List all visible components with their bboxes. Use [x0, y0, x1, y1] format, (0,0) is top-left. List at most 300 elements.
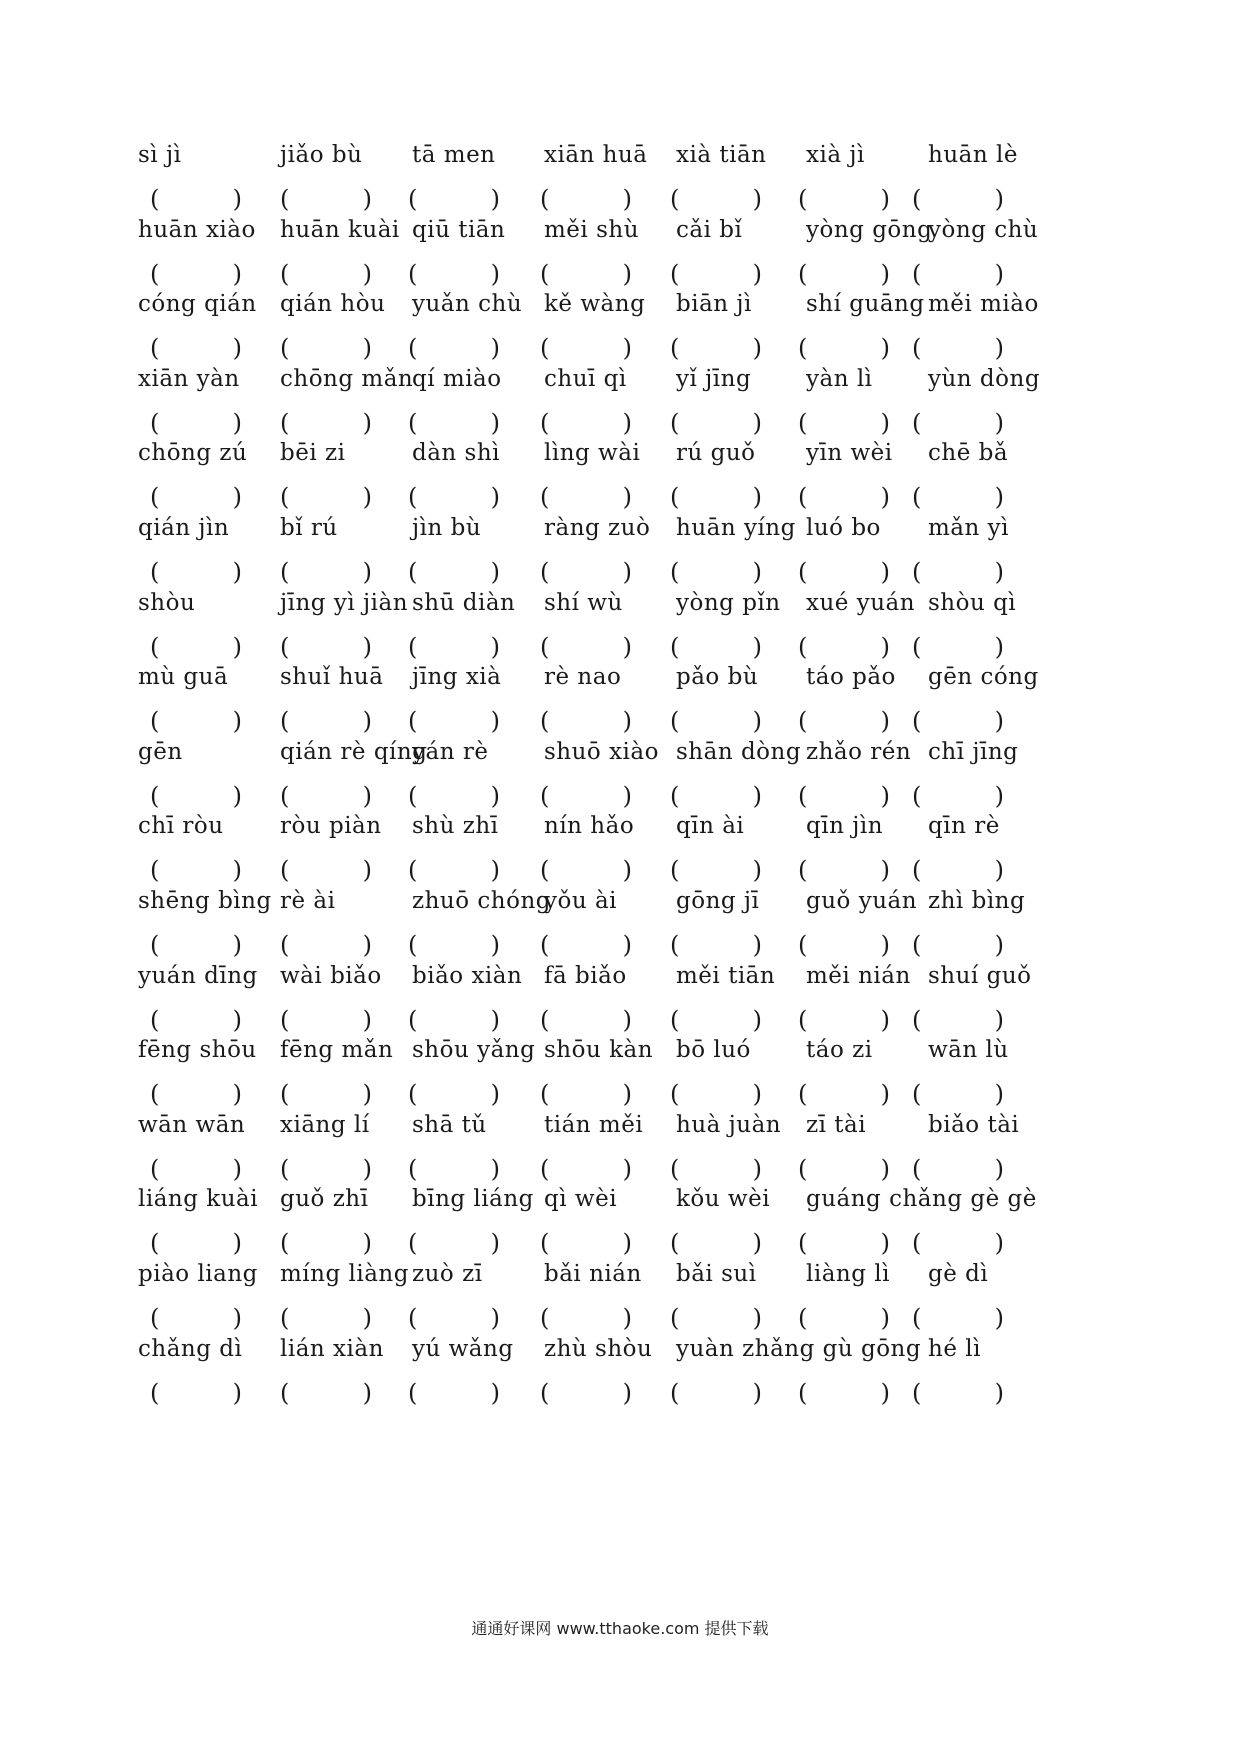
close-paren: ) [994, 558, 1004, 586]
answer-blank[interactable] [132, 182, 250, 218]
answer-blank[interactable] [132, 630, 250, 666]
answer-blank[interactable] [262, 1226, 380, 1262]
answer-blank[interactable] [780, 779, 898, 815]
answer-blank[interactable] [522, 704, 640, 740]
open-paren: ( [670, 856, 680, 885]
close-paren: ) [994, 856, 1004, 885]
answer-blank[interactable] [780, 1077, 898, 1113]
answer-blank[interactable] [652, 555, 770, 591]
pinyin-word: shuǐ huā [280, 664, 384, 691]
open-paren: ( [670, 483, 680, 512]
open-paren: ( [540, 1005, 550, 1034]
answer-blank[interactable] [780, 1152, 898, 1188]
answer-blank[interactable] [652, 331, 770, 367]
answer-blank[interactable] [522, 480, 640, 516]
open-paren: ( [280, 1304, 290, 1332]
close-paren: ) [752, 185, 762, 213]
open-paren: ( [540, 931, 550, 959]
close-paren: ) [232, 185, 242, 213]
open-paren: ( [408, 185, 418, 213]
pinyin-word: shōu yǎng [412, 1037, 536, 1064]
answer-blank[interactable] [262, 480, 380, 516]
pinyin-word: gōng jī [676, 888, 760, 914]
pinyin-row [138, 216, 1110, 257]
close-paren: ) [752, 931, 762, 959]
answer-blank[interactable] [132, 704, 250, 740]
answer-blank[interactable] [132, 1226, 250, 1262]
close-paren: ) [622, 1005, 632, 1034]
close-paren: ) [994, 632, 1004, 661]
pinyin-word: xiān yàn [138, 365, 240, 392]
open-paren: ( [912, 1378, 922, 1407]
answer-blank[interactable] [522, 331, 640, 367]
answer-blank[interactable] [262, 331, 380, 367]
pinyin-word: xué yuán [806, 589, 916, 616]
pinyin-word: mǎn yì [928, 515, 1009, 541]
answer-blank[interactable] [894, 704, 1012, 740]
pinyin-word: chōng zú [138, 440, 248, 467]
answer-blank[interactable] [894, 779, 1012, 815]
pinyin-word: yòng chù [928, 216, 1039, 243]
close-paren: ) [880, 259, 890, 288]
answer-blank[interactable] [262, 1301, 380, 1337]
exercise-row [138, 515, 1110, 595]
open-paren: ( [540, 632, 550, 661]
answer-blank[interactable] [262, 779, 380, 815]
pinyin-word: shān dòng [676, 738, 802, 765]
close-paren: ) [362, 1154, 372, 1183]
answer-blank[interactable] [894, 1077, 1012, 1113]
answer-blank[interactable] [894, 480, 1012, 516]
answer-blank[interactable] [894, 257, 1012, 293]
answer-blank[interactable] [390, 480, 508, 516]
pinyin-word: luó bo [806, 515, 881, 541]
answer-blank[interactable] [652, 1152, 770, 1188]
pinyin-word: táo pǎo [806, 664, 896, 691]
pinyin-word: qì wèi [544, 1186, 618, 1213]
pinyin-word: fā biǎo [544, 962, 627, 989]
pinyin-word: sì jì [138, 142, 182, 168]
pinyin-word: gēn cóng [928, 664, 1039, 691]
answer-blank[interactable] [522, 779, 640, 815]
pinyin-word: yīn wèi [806, 440, 893, 467]
close-paren: ) [994, 408, 1004, 437]
close-paren: ) [622, 185, 632, 213]
exercise-row [138, 1186, 1110, 1266]
answer-blank[interactable] [132, 1077, 250, 1113]
exercise-row [138, 216, 1110, 297]
answer-blank[interactable] [390, 630, 508, 666]
close-paren: ) [622, 1154, 632, 1183]
answer-blank[interactable] [652, 1226, 770, 1262]
answer-blank[interactable] [652, 853, 770, 889]
pinyin-word: bǎi nián [544, 1261, 642, 1287]
answer-blank[interactable] [522, 1376, 640, 1412]
answer-blank[interactable] [262, 1376, 380, 1412]
pinyin-row [138, 664, 1110, 704]
close-paren: ) [490, 632, 500, 661]
answer-blank[interactable] [522, 853, 640, 889]
pinyin-word: yuǎn chù [412, 291, 523, 318]
close-paren: ) [880, 185, 890, 213]
pinyin-word: shòu qì [928, 589, 1017, 616]
answer-blank[interactable] [652, 1003, 770, 1039]
exercise-row [138, 1335, 1110, 1416]
answer-blank[interactable] [132, 257, 250, 293]
pinyin-word: bō luó [676, 1037, 751, 1064]
close-paren: ) [752, 1378, 762, 1407]
open-paren: ( [150, 1304, 160, 1332]
open-paren: ( [670, 1378, 680, 1407]
answer-blank[interactable] [652, 182, 770, 218]
open-paren: ( [798, 1304, 808, 1332]
open-paren: ( [540, 185, 550, 213]
pinyin-word: gēn [138, 738, 183, 765]
answer-blank[interactable] [390, 182, 508, 218]
pinyin-row [138, 1261, 1110, 1301]
exercise-row [138, 962, 1110, 1043]
close-paren: ) [622, 259, 632, 288]
answer-blank[interactable] [132, 406, 250, 442]
close-paren: ) [362, 632, 372, 661]
open-paren: ( [150, 931, 160, 959]
pinyin-word: chǎng dì [138, 1335, 243, 1362]
pinyin-word: zuò zī [412, 1261, 483, 1287]
pinyin-word: yuán dīng [138, 962, 258, 989]
answer-blank[interactable] [132, 779, 250, 815]
close-paren: ) [490, 1378, 500, 1407]
open-paren: ( [912, 334, 922, 363]
close-paren: ) [490, 558, 500, 586]
answer-blank[interactable] [652, 704, 770, 740]
answer-blank[interactable] [522, 1301, 640, 1337]
open-paren: ( [912, 558, 922, 586]
answer-blank[interactable] [262, 1077, 380, 1113]
answer-blank[interactable] [780, 1301, 898, 1337]
exercise-row [138, 589, 1110, 670]
open-paren: ( [912, 259, 922, 288]
open-paren: ( [280, 1005, 290, 1034]
open-paren: ( [540, 334, 550, 363]
close-paren: ) [362, 1005, 372, 1034]
close-paren: ) [752, 1229, 762, 1258]
pinyin-word: shuō xiào [544, 738, 659, 765]
close-paren: ) [362, 185, 372, 213]
answer-blank[interactable] [522, 1152, 640, 1188]
answer-blank[interactable] [522, 928, 640, 964]
pinyin-word: rè ài [280, 888, 336, 914]
answer-blank[interactable] [894, 331, 1012, 367]
close-paren: ) [622, 931, 632, 959]
open-paren: ( [912, 781, 922, 810]
answer-blank[interactable] [262, 853, 380, 889]
close-paren: ) [232, 558, 242, 586]
answer-blank[interactable] [780, 1226, 898, 1262]
answer-blank[interactable] [894, 1301, 1012, 1337]
answer-blank[interactable] [132, 1376, 250, 1412]
open-paren: ( [150, 1378, 160, 1407]
answer-blank[interactable] [522, 406, 640, 442]
open-paren: ( [150, 483, 160, 512]
close-paren: ) [994, 259, 1004, 288]
open-paren: ( [670, 1005, 680, 1034]
pinyin-word: tián měi [544, 1111, 644, 1138]
pinyin-word: wān lù [928, 1037, 1009, 1064]
answer-blank[interactable] [894, 928, 1012, 964]
pinyin-word: zhuō chóng [412, 888, 551, 914]
close-paren: ) [622, 1080, 632, 1109]
answer-blank[interactable] [522, 1003, 640, 1039]
answer-blank[interactable] [894, 1226, 1012, 1262]
answer-blank[interactable] [894, 1003, 1012, 1039]
answer-blank[interactable] [652, 630, 770, 666]
pinyin-row [138, 1111, 1110, 1152]
pinyin-word: qián jìn [138, 515, 230, 541]
open-paren: ( [798, 931, 808, 959]
exercise-row [138, 365, 1110, 446]
exercise-row [138, 738, 1110, 819]
close-paren: ) [622, 1229, 632, 1258]
answer-blank[interactable] [132, 480, 250, 516]
pinyin-word: shōu kàn [544, 1037, 654, 1064]
answer-blank[interactable] [132, 555, 250, 591]
answer-blank[interactable] [780, 630, 898, 666]
close-paren: ) [232, 334, 242, 363]
answer-blank[interactable] [522, 182, 640, 218]
open-paren: ( [150, 781, 160, 810]
close-paren: ) [362, 1304, 372, 1332]
answer-blank[interactable] [652, 257, 770, 293]
open-paren: ( [798, 558, 808, 586]
answer-blank[interactable] [780, 928, 898, 964]
pinyin-word: huān xiào [138, 216, 256, 243]
answer-blank[interactable] [390, 779, 508, 815]
close-paren: ) [362, 408, 372, 437]
pinyin-word: yuàn zhǎng gù gōng [676, 1335, 922, 1362]
answer-blank[interactable] [894, 853, 1012, 889]
pinyin-row [138, 1037, 1110, 1077]
open-paren: ( [408, 408, 418, 437]
answer-blank[interactable] [132, 1003, 250, 1039]
close-paren: ) [490, 931, 500, 959]
pinyin-word: shí guāng [806, 291, 925, 318]
pinyin-word: qí miào [412, 365, 502, 392]
close-paren: ) [752, 707, 762, 736]
answer-blank[interactable] [390, 1376, 508, 1412]
open-paren: ( [912, 707, 922, 736]
answer-blank[interactable] [780, 331, 898, 367]
pinyin-word: gè dì [928, 1261, 989, 1287]
pinyin-word: chī ròu [138, 813, 224, 840]
open-paren: ( [670, 707, 680, 736]
close-paren: ) [880, 781, 890, 810]
answer-blank[interactable] [132, 928, 250, 964]
open-paren: ( [670, 1304, 680, 1332]
open-paren: ( [670, 408, 680, 437]
answer-blank[interactable] [894, 406, 1012, 442]
pinyin-word: dàn shì [412, 440, 501, 467]
close-paren: ) [490, 781, 500, 810]
pinyin-word: zhù shòu [544, 1335, 653, 1362]
close-paren: ) [880, 707, 890, 736]
open-paren: ( [408, 1005, 418, 1034]
answer-blank[interactable] [780, 406, 898, 442]
answer-blank[interactable] [132, 1152, 250, 1188]
close-paren: ) [880, 632, 890, 661]
open-paren: ( [670, 185, 680, 213]
answer-blank[interactable] [894, 555, 1012, 591]
answer-blank[interactable] [652, 406, 770, 442]
exercise-row [138, 888, 1110, 968]
open-paren: ( [798, 483, 808, 512]
answer-blank[interactable] [780, 257, 898, 293]
answer-blank[interactable] [522, 257, 640, 293]
answer-blank[interactable] [262, 555, 380, 591]
answer-blank[interactable] [894, 1152, 1012, 1188]
close-paren: ) [752, 483, 762, 512]
open-paren: ( [540, 558, 550, 586]
answer-blank[interactable] [390, 1226, 508, 1262]
answer-blank[interactable] [390, 406, 508, 442]
open-paren: ( [912, 1005, 922, 1034]
close-paren: ) [232, 781, 242, 810]
answer-blank[interactable] [132, 853, 250, 889]
open-paren: ( [408, 259, 418, 288]
answer-blank[interactable] [652, 480, 770, 516]
pinyin-word: jiǎo bù [280, 142, 363, 168]
pinyin-word: jīng yì jiàn [280, 589, 409, 616]
answer-blank[interactable] [522, 1077, 640, 1113]
answer-blank[interactable] [390, 1077, 508, 1113]
open-paren: ( [798, 334, 808, 363]
answer-blank[interactable] [262, 257, 380, 293]
exercise-row [138, 291, 1110, 371]
open-paren: ( [150, 1005, 160, 1034]
answer-blank[interactable] [780, 704, 898, 740]
answer-blank[interactable] [652, 1077, 770, 1113]
answer-blank[interactable] [390, 1152, 508, 1188]
pinyin-word: táo zi [806, 1037, 873, 1064]
answer-blank[interactable] [390, 257, 508, 293]
pinyin-row [138, 738, 1110, 779]
pinyin-word: jīng xià [412, 664, 502, 691]
answer-blank[interactable] [522, 555, 640, 591]
pinyin-word: ròu piàn [280, 813, 382, 840]
answer-blank[interactable] [262, 182, 380, 218]
pinyin-row [138, 1335, 1110, 1376]
pinyin-word: yòng pǐn [676, 589, 781, 616]
answer-blank[interactable] [390, 704, 508, 740]
close-paren: ) [362, 558, 372, 586]
answer-blank[interactable] [262, 1152, 380, 1188]
answer-blank[interactable] [390, 555, 508, 591]
answer-blank[interactable] [390, 1003, 508, 1039]
answer-blank[interactable] [652, 779, 770, 815]
open-paren: ( [408, 781, 418, 810]
answer-blank[interactable] [262, 630, 380, 666]
open-paren: ( [670, 781, 680, 810]
answer-blank[interactable] [780, 1003, 898, 1039]
answer-blank[interactable] [780, 1376, 898, 1412]
pinyin-word: yú wǎng [412, 1335, 514, 1362]
answer-blank[interactable] [652, 1376, 770, 1412]
answer-blank[interactable] [780, 555, 898, 591]
answer-blank[interactable] [894, 1376, 1012, 1412]
pinyin-word: shù zhī [412, 813, 499, 840]
open-paren: ( [540, 1154, 550, 1183]
close-paren: ) [622, 856, 632, 885]
close-paren: ) [994, 185, 1004, 213]
exercise-row [138, 813, 1110, 893]
answer-blank[interactable] [262, 928, 380, 964]
close-paren: ) [362, 259, 372, 288]
pinyin-word: huān lè [928, 142, 1018, 168]
close-paren: ) [880, 408, 890, 437]
answer-blank[interactable] [132, 331, 250, 367]
open-paren: ( [540, 1229, 550, 1258]
answer-blank[interactable] [390, 1301, 508, 1337]
open-paren: ( [670, 259, 680, 288]
pinyin-word: yùn dòng [928, 365, 1041, 392]
pinyin-word: yǒu ài [544, 888, 618, 914]
pinyin-word: shí wù [544, 589, 623, 616]
close-paren: ) [362, 931, 372, 959]
close-paren: ) [880, 1229, 890, 1258]
answer-blank[interactable] [262, 406, 380, 442]
close-paren: ) [752, 1080, 762, 1109]
answer-blank[interactable] [522, 1226, 640, 1262]
open-paren: ( [798, 1378, 808, 1407]
open-paren: ( [280, 558, 290, 586]
close-paren: ) [362, 483, 372, 512]
close-paren: ) [232, 707, 242, 736]
answer-blank[interactable] [522, 630, 640, 666]
answer-blank[interactable] [652, 928, 770, 964]
answer-blank[interactable] [780, 853, 898, 889]
answer-blank[interactable] [894, 182, 1012, 218]
answer-blank[interactable] [780, 480, 898, 516]
answer-blank[interactable] [390, 331, 508, 367]
answer-blank[interactable] [652, 1301, 770, 1337]
exercise-row [138, 1037, 1110, 1117]
pinyin-word: nín hǎo [544, 813, 635, 840]
open-paren: ( [540, 1378, 550, 1407]
answer-blank[interactable] [390, 928, 508, 964]
open-paren: ( [408, 483, 418, 512]
answer-blank[interactable] [262, 1003, 380, 1039]
pinyin-word: rú guǒ [676, 440, 756, 467]
close-paren: ) [490, 259, 500, 288]
answer-blank[interactable] [780, 182, 898, 218]
answer-blank[interactable] [390, 853, 508, 889]
close-paren: ) [752, 781, 762, 810]
close-paren: ) [490, 1154, 500, 1183]
open-paren: ( [280, 1080, 290, 1109]
answer-blank[interactable] [262, 704, 380, 740]
open-paren: ( [408, 1154, 418, 1183]
open-paren: ( [280, 781, 290, 810]
close-paren: ) [362, 856, 372, 885]
pinyin-row [138, 440, 1110, 480]
pinyin-word: bīng liáng [412, 1186, 534, 1213]
answer-blank[interactable] [132, 1301, 250, 1337]
pinyin-word: pǎo bù [676, 664, 759, 691]
close-paren: ) [622, 632, 632, 661]
open-paren: ( [280, 1154, 290, 1183]
open-paren: ( [798, 259, 808, 288]
pinyin-word: měi shù [544, 216, 640, 243]
answer-blank[interactable] [894, 630, 1012, 666]
